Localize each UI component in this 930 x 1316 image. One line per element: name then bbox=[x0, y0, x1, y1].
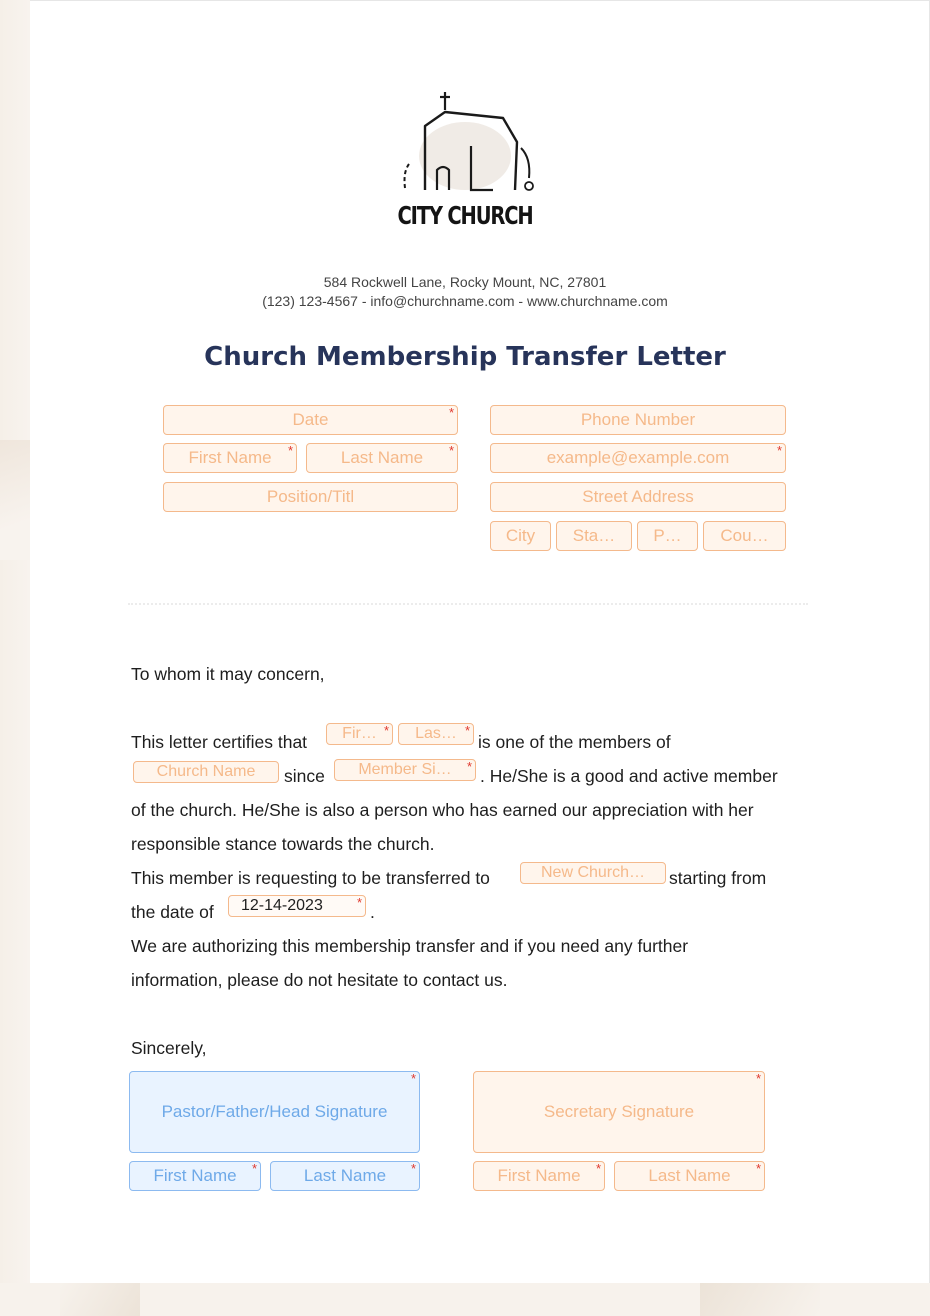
letter-line8: information, please do not hesitate to contact us. bbox=[131, 970, 508, 990]
city-field[interactable] bbox=[490, 521, 551, 551]
member-first-name-field[interactable] bbox=[326, 723, 393, 745]
city-placeholder: City bbox=[505, 526, 536, 545]
transfer-date-value: 12-14-2023 bbox=[241, 897, 323, 914]
required-mark: * bbox=[287, 443, 293, 458]
letter-line6-start: the date of bbox=[131, 902, 214, 922]
pastor-last-name-placeholder: Last Name bbox=[303, 1166, 387, 1185]
member-since-field[interactable] bbox=[334, 759, 476, 781]
secretary-first-name-placeholder: First Name bbox=[497, 1166, 581, 1185]
date-field[interactable] bbox=[163, 405, 458, 435]
letter-line3: of the church. He/She is also a person who has earned our appreciation with her bbox=[131, 800, 754, 820]
new-church-field[interactable] bbox=[520, 862, 666, 884]
phone-number-placeholder: Phone Number bbox=[580, 410, 696, 429]
letter-line1-end: is one of the members of bbox=[478, 732, 671, 752]
letter-line4: responsible stance towards the church. bbox=[131, 834, 435, 854]
required-mark: * bbox=[755, 1161, 761, 1176]
required-mark: * bbox=[776, 443, 782, 458]
required-mark: * bbox=[464, 723, 470, 738]
letter-line5-end: starting from bbox=[669, 868, 767, 888]
closing: Sincerely, bbox=[131, 1038, 207, 1058]
required-mark: * bbox=[755, 1071, 761, 1086]
required-mark: * bbox=[466, 759, 472, 774]
left-decor-strip bbox=[0, 0, 30, 1316]
street-address-placeholder: Street Address bbox=[582, 487, 694, 506]
church-name-field[interactable] bbox=[133, 761, 279, 783]
church-address: 584 Rockwell Lane, Rocky Mount, NC, 27801 bbox=[323, 274, 607, 290]
secretary-signature-box[interactable] bbox=[473, 1071, 765, 1153]
required-mark: * bbox=[410, 1161, 416, 1176]
church-name-placeholder: Church Name bbox=[156, 763, 256, 780]
transfer-date-field[interactable] bbox=[228, 895, 366, 917]
secretary-signature-placeholder: Secretary Signature bbox=[543, 1102, 695, 1121]
phone-number-field[interactable] bbox=[490, 405, 786, 435]
pastor-first-name-placeholder: First Name bbox=[153, 1166, 237, 1185]
required-mark: * bbox=[448, 443, 454, 458]
church-contact: (123) 123-4567 - info@churchname.com - www.churchname.com bbox=[262, 293, 668, 309]
secretary-first-name-field[interactable] bbox=[473, 1161, 605, 1191]
position-title-field[interactable] bbox=[163, 482, 458, 512]
pastor-signature-box[interactable] bbox=[129, 1071, 420, 1153]
sender-first-name-field[interactable] bbox=[163, 443, 297, 473]
street-address-field[interactable] bbox=[490, 482, 786, 512]
letter-line2-end: . He/She is a good and active member bbox=[480, 766, 778, 786]
member-since-placeholder: Member Si… bbox=[358, 761, 452, 778]
church-logo-icon bbox=[395, 86, 540, 196]
sender-last-name-placeholder: Last Name bbox=[340, 448, 424, 467]
secretary-last-name-placeholder: Last Name bbox=[648, 1166, 731, 1185]
letter-line6-end: . bbox=[370, 902, 375, 922]
pastor-first-name-field[interactable] bbox=[129, 1161, 261, 1191]
letter-line1-start: This letter certifies that bbox=[131, 732, 308, 752]
logo-wordmark: CITY CHURCH bbox=[397, 201, 533, 230]
member-last-name-placeholder: Las… bbox=[415, 725, 457, 742]
member-first-name-placeholder: Fir… bbox=[342, 725, 377, 742]
postal-code-field[interactable] bbox=[637, 521, 698, 551]
email-field[interactable] bbox=[490, 443, 786, 473]
postal-code-placeholder: P… bbox=[653, 526, 682, 545]
greeting: To whom it may concern, bbox=[131, 664, 325, 684]
state-placeholder: Sta… bbox=[572, 526, 616, 545]
pastor-signature-placeholder: Pastor/Father/Head Signature bbox=[161, 1102, 388, 1121]
position-title-placeholder: Position/Titl bbox=[266, 487, 355, 506]
required-mark: * bbox=[410, 1071, 416, 1086]
member-last-name-field[interactable] bbox=[398, 723, 474, 745]
required-mark: * bbox=[356, 895, 362, 910]
sender-last-name-field[interactable] bbox=[306, 443, 458, 473]
secretary-last-name-field[interactable] bbox=[614, 1161, 765, 1191]
country-field[interactable] bbox=[703, 521, 786, 551]
section-divider bbox=[128, 603, 808, 605]
country-placeholder: Cou… bbox=[720, 526, 769, 545]
required-mark: * bbox=[595, 1161, 601, 1176]
required-mark: * bbox=[383, 723, 389, 738]
pastor-last-name-field[interactable] bbox=[270, 1161, 420, 1191]
date-field-placeholder: Date bbox=[292, 410, 329, 429]
letter-line5-start: This member is requesting to be transferred to bbox=[131, 868, 490, 888]
bottom-decor-strip bbox=[0, 1283, 930, 1316]
letter-line7: We are authorizing this membership transfer and if you need any further bbox=[131, 936, 689, 956]
page-title: Church Membership Transfer Letter bbox=[204, 342, 726, 372]
state-field[interactable] bbox=[556, 521, 632, 551]
sender-first-name-placeholder: First Name bbox=[188, 448, 272, 467]
required-mark: * bbox=[251, 1161, 257, 1176]
new-church-placeholder: New Church… bbox=[540, 864, 646, 881]
since-text: since bbox=[284, 766, 325, 786]
email-placeholder: example@example.com bbox=[546, 448, 730, 467]
required-mark: * bbox=[448, 405, 454, 420]
